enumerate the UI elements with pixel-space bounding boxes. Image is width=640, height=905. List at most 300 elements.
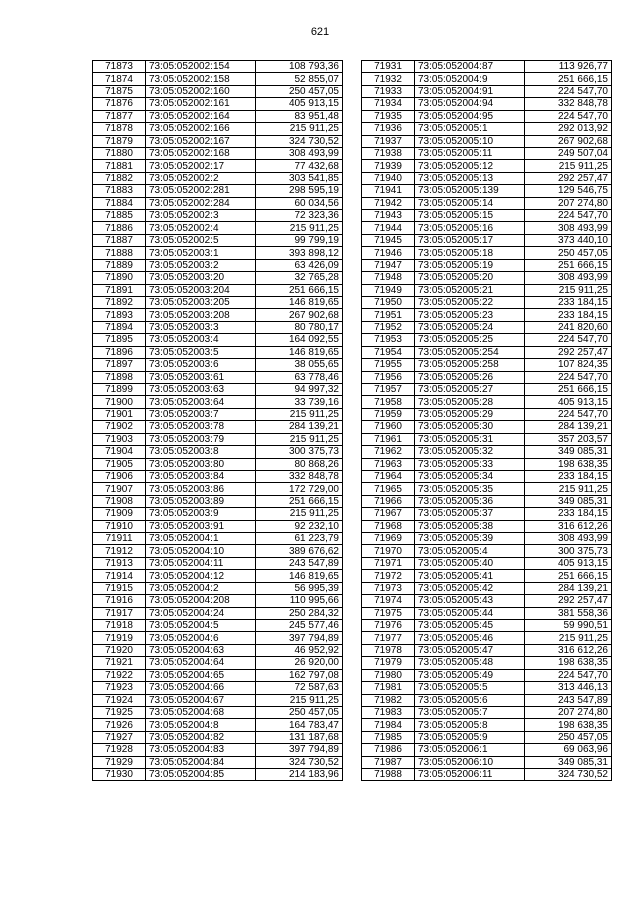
- table-row: [362, 644, 612, 656]
- table-row: [93, 595, 343, 607]
- table-row: [362, 309, 612, 321]
- row-number-cell: 71892: [93, 297, 146, 309]
- row-number-cell: 71950: [362, 297, 415, 309]
- cadastral-number-cell: 73:05:052005:254: [415, 346, 525, 358]
- row-number-cell: 71955: [362, 359, 415, 371]
- value-cell: 389 676,62: [256, 545, 343, 557]
- cadastral-number-cell: 73:05:052005:40: [415, 557, 525, 569]
- table-row: [362, 619, 612, 631]
- row-number-cell: 71948: [362, 272, 415, 284]
- value-cell: 215 911,25: [525, 284, 612, 296]
- cadastral-number-cell: 73:05:052003:80: [146, 458, 256, 470]
- cadastral-number-cell: 73:05:052003:8: [146, 446, 256, 458]
- value-cell: 284 139,21: [525, 582, 612, 594]
- table-row: [93, 421, 343, 433]
- cadastral-table-right: [361, 60, 612, 781]
- row-number-cell: 71923: [93, 682, 146, 694]
- value-cell: 267 902,68: [525, 135, 612, 147]
- table-row: [93, 309, 343, 321]
- row-number-cell: 71937: [362, 135, 415, 147]
- cadastral-number-cell: 73:05:052005:20: [415, 272, 525, 284]
- row-number-cell: 71947: [362, 259, 415, 271]
- cadastral-number-cell: 73:05:052004:83: [146, 744, 256, 756]
- table-row: [362, 234, 612, 246]
- value-cell: 224 547,70: [525, 85, 612, 97]
- value-cell: 324 730,52: [256, 135, 343, 147]
- cadastral-number-cell: 73:05:052005:1: [415, 123, 525, 135]
- cadastral-number-cell: 73:05:052002:164: [146, 110, 256, 122]
- row-number-cell: 71897: [93, 359, 146, 371]
- table-row: [93, 458, 343, 470]
- row-number-cell: 71979: [362, 657, 415, 669]
- table-row: [93, 657, 343, 669]
- cadastral-number-cell: 73:05:052003:91: [146, 520, 256, 532]
- cadastral-number-cell: 73:05:052005:139: [415, 185, 525, 197]
- row-number-cell: 71968: [362, 520, 415, 532]
- cadastral-number-cell: 73:05:052005:46: [415, 632, 525, 644]
- value-cell: 251 666,15: [256, 495, 343, 507]
- table-row: [362, 346, 612, 358]
- row-number-cell: 71956: [362, 371, 415, 383]
- row-number-cell: 71987: [362, 756, 415, 768]
- value-cell: 224 547,70: [525, 110, 612, 122]
- cadastral-number-cell: 73:05:052004:5: [146, 619, 256, 631]
- value-cell: 292 257,47: [525, 595, 612, 607]
- cadastral-number-cell: 73:05:052005:17: [415, 234, 525, 246]
- value-cell: 33 739,16: [256, 396, 343, 408]
- cadastral-number-cell: 73:05:052005:44: [415, 607, 525, 619]
- value-cell: 397 794,89: [256, 744, 343, 756]
- table-row: [93, 508, 343, 520]
- value-cell: 215 911,25: [525, 632, 612, 644]
- row-number-cell: 71961: [362, 433, 415, 445]
- table-row: [362, 632, 612, 644]
- cadastral-number-cell: 73:05:052005:12: [415, 160, 525, 172]
- cadastral-number-cell: 73:05:052005:22: [415, 297, 525, 309]
- table-row: [93, 73, 343, 85]
- table-row: [362, 706, 612, 718]
- table-row: [93, 61, 343, 73]
- row-number-cell: 71971: [362, 557, 415, 569]
- row-number-cell: 71982: [362, 694, 415, 706]
- table-row: [362, 495, 612, 507]
- value-cell: 249 507,04: [525, 147, 612, 159]
- row-number-cell: 71953: [362, 334, 415, 346]
- row-number-cell: 71933: [362, 85, 415, 97]
- table-row: [362, 421, 612, 433]
- row-number-cell: 71934: [362, 98, 415, 110]
- table-row: [93, 396, 343, 408]
- value-cell: 131 187,68: [256, 731, 343, 743]
- cadastral-number-cell: 73:05:052005:6: [415, 694, 525, 706]
- table-row: [362, 73, 612, 85]
- value-cell: 250 457,05: [256, 85, 343, 97]
- table-row: [362, 259, 612, 271]
- value-cell: 308 493,99: [525, 272, 612, 284]
- row-number-cell: 71918: [93, 619, 146, 631]
- cadastral-number-cell: 73:05:052002:166: [146, 123, 256, 135]
- cadastral-number-cell: 73:05:052003:9: [146, 508, 256, 520]
- table-row: [93, 557, 343, 569]
- cadastral-number-cell: 73:05:052005:16: [415, 222, 525, 234]
- row-number-cell: 71952: [362, 321, 415, 333]
- cadastral-number-cell: 73:05:052004:10: [146, 545, 256, 557]
- row-number-cell: 71893: [93, 309, 146, 321]
- row-number-cell: 71964: [362, 470, 415, 482]
- value-cell: 357 203,57: [525, 433, 612, 445]
- value-cell: 405 913,15: [525, 557, 612, 569]
- table-row: [362, 408, 612, 420]
- row-number-cell: 71965: [362, 483, 415, 495]
- row-number-cell: 71919: [93, 632, 146, 644]
- value-cell: 316 612,26: [525, 644, 612, 656]
- row-number-cell: 71877: [93, 110, 146, 122]
- value-cell: 324 730,52: [256, 756, 343, 768]
- table-row: [93, 359, 343, 371]
- row-number-cell: 71895: [93, 334, 146, 346]
- cadastral-number-cell: 73:05:052003:61: [146, 371, 256, 383]
- cadastral-number-cell: 73:05:052003:7: [146, 408, 256, 420]
- value-cell: 303 541,85: [256, 172, 343, 184]
- page-number: 621: [310, 26, 330, 38]
- table-row: [93, 520, 343, 532]
- cadastral-number-cell: 73:05:052002:158: [146, 73, 256, 85]
- table-row: [362, 744, 612, 756]
- value-cell: 107 824,35: [525, 359, 612, 371]
- value-cell: 99 799,19: [256, 234, 343, 246]
- value-cell: 381 558,36: [525, 607, 612, 619]
- table-row: [362, 135, 612, 147]
- row-number-cell: 71945: [362, 234, 415, 246]
- table-row: [362, 321, 612, 333]
- cadastral-number-cell: 73:05:052003:6: [146, 359, 256, 371]
- cadastral-number-cell: 73:05:052005:25: [415, 334, 525, 346]
- value-cell: 233 184,15: [525, 309, 612, 321]
- value-cell: 300 375,73: [525, 545, 612, 557]
- value-cell: 224 547,70: [525, 408, 612, 420]
- cadastral-number-cell: 73:05:052005:35: [415, 483, 525, 495]
- row-number-cell: 71907: [93, 483, 146, 495]
- table-row: [362, 595, 612, 607]
- value-cell: 251 666,15: [256, 284, 343, 296]
- row-number-cell: 71943: [362, 210, 415, 222]
- cadastral-number-cell: 73:05:052003:205: [146, 297, 256, 309]
- row-number-cell: 71881: [93, 160, 146, 172]
- value-cell: 162 797,08: [256, 669, 343, 681]
- table-row: [362, 682, 612, 694]
- value-cell: 215 911,25: [256, 694, 343, 706]
- table-row: [93, 197, 343, 209]
- cadastral-number-cell: 73:05:052004:12: [146, 570, 256, 582]
- row-number-cell: 71958: [362, 396, 415, 408]
- table-row: [362, 470, 612, 482]
- table-row: [93, 731, 343, 743]
- table-row: [362, 210, 612, 222]
- table-row: [93, 706, 343, 718]
- row-number-cell: 71940: [362, 172, 415, 184]
- row-number-cell: 71978: [362, 644, 415, 656]
- value-cell: 251 666,15: [525, 73, 612, 85]
- cadastral-number-cell: 73:05:052005:28: [415, 396, 525, 408]
- table-row: [362, 520, 612, 532]
- row-number-cell: 71883: [93, 185, 146, 197]
- cadastral-table-left: [92, 60, 343, 781]
- row-number-cell: 71891: [93, 284, 146, 296]
- table-row: [362, 185, 612, 197]
- row-number-cell: 71983: [362, 706, 415, 718]
- row-number-cell: 71905: [93, 458, 146, 470]
- table-row: [93, 334, 343, 346]
- cadastral-number-cell: 73:05:052006:10: [415, 756, 525, 768]
- value-cell: 298 595,19: [256, 185, 343, 197]
- cadastral-number-cell: 73:05:052005:26: [415, 371, 525, 383]
- table-row: [93, 371, 343, 383]
- row-number-cell: 71876: [93, 98, 146, 110]
- cadastral-number-cell: 73:05:052005:4: [415, 545, 525, 557]
- value-cell: 397 794,89: [256, 632, 343, 644]
- value-cell: 198 638,35: [525, 719, 612, 731]
- table-row: [362, 110, 612, 122]
- value-cell: 349 085,31: [525, 446, 612, 458]
- cadastral-number-cell: 73:05:052003:4: [146, 334, 256, 346]
- cadastral-number-cell: 73:05:052005:41: [415, 570, 525, 582]
- value-cell: 146 819,65: [256, 297, 343, 309]
- value-cell: 300 375,73: [256, 446, 343, 458]
- table-row: [362, 458, 612, 470]
- table-row: [93, 619, 343, 631]
- table-row: [362, 756, 612, 768]
- row-number-cell: 71922: [93, 669, 146, 681]
- row-number-cell: 71913: [93, 557, 146, 569]
- table-row: [93, 185, 343, 197]
- table-row: [362, 582, 612, 594]
- table-row: [93, 632, 343, 644]
- table-row: [93, 669, 343, 681]
- value-cell: 63 778,46: [256, 371, 343, 383]
- value-cell: 393 898,12: [256, 247, 343, 259]
- table-row: [93, 582, 343, 594]
- table-row: [362, 483, 612, 495]
- row-number-cell: 71986: [362, 744, 415, 756]
- cadastral-number-cell: 73:05:052005:11: [415, 147, 525, 159]
- table-row: [362, 607, 612, 619]
- value-cell: 250 284,32: [256, 607, 343, 619]
- table-row: [362, 85, 612, 97]
- row-number-cell: 71879: [93, 135, 146, 147]
- row-number-cell: 71911: [93, 533, 146, 545]
- table-row: [93, 744, 343, 756]
- row-number-cell: 71889: [93, 259, 146, 271]
- row-number-cell: 71916: [93, 595, 146, 607]
- value-cell: 250 457,05: [525, 731, 612, 743]
- value-cell: 52 855,07: [256, 73, 343, 85]
- value-cell: 164 783,47: [256, 719, 343, 731]
- value-cell: 83 951,48: [256, 110, 343, 122]
- cadastral-number-cell: 73:05:052003:1: [146, 247, 256, 259]
- cadastral-number-cell: 73:05:052005:32: [415, 446, 525, 458]
- value-cell: 243 547,89: [256, 557, 343, 569]
- table-row: [93, 545, 343, 557]
- row-number-cell: 71899: [93, 383, 146, 395]
- value-cell: 251 666,15: [525, 383, 612, 395]
- row-number-cell: 71967: [362, 508, 415, 520]
- cadastral-number-cell: 73:05:052002:17: [146, 160, 256, 172]
- cadastral-number-cell: 73:05:052005:19: [415, 259, 525, 271]
- table-row: [93, 470, 343, 482]
- cadastral-number-cell: 73:05:052002:5: [146, 234, 256, 246]
- cadastral-number-cell: 73:05:052004:208: [146, 595, 256, 607]
- row-number-cell: 71936: [362, 123, 415, 135]
- row-number-cell: 71973: [362, 582, 415, 594]
- value-cell: 233 184,15: [525, 297, 612, 309]
- row-number-cell: 71985: [362, 731, 415, 743]
- table-row: [362, 222, 612, 234]
- table-row: [362, 694, 612, 706]
- table-row: [362, 98, 612, 110]
- value-cell: 146 819,65: [256, 346, 343, 358]
- table-row: [93, 346, 343, 358]
- cadastral-number-cell: 73:05:052006:1: [415, 744, 525, 756]
- row-number-cell: 71929: [93, 756, 146, 768]
- cadastral-number-cell: 73:05:052002:2: [146, 172, 256, 184]
- value-cell: 405 913,15: [525, 396, 612, 408]
- cadastral-number-cell: 73:05:052003:208: [146, 309, 256, 321]
- cadastral-number-cell: 73:05:052004:1: [146, 533, 256, 545]
- row-number-cell: 71878: [93, 123, 146, 135]
- row-number-cell: 71980: [362, 669, 415, 681]
- cadastral-number-cell: 73:05:052005:36: [415, 495, 525, 507]
- row-number-cell: 71972: [362, 570, 415, 582]
- cadastral-number-cell: 73:05:052004:91: [415, 85, 525, 97]
- row-number-cell: 71944: [362, 222, 415, 234]
- cadastral-number-cell: 73:05:052002:161: [146, 98, 256, 110]
- table-row: [362, 123, 612, 135]
- value-cell: 26 920,00: [256, 657, 343, 669]
- cadastral-number-cell: 73:05:052004:84: [146, 756, 256, 768]
- value-cell: 245 577,46: [256, 619, 343, 631]
- value-cell: 198 638,35: [525, 458, 612, 470]
- cadastral-number-cell: 73:05:052002:4: [146, 222, 256, 234]
- row-number-cell: 71969: [362, 533, 415, 545]
- table-row: [93, 756, 343, 768]
- row-number-cell: 71875: [93, 85, 146, 97]
- row-number-cell: 71921: [93, 657, 146, 669]
- row-number-cell: 71930: [93, 769, 146, 781]
- cadastral-number-cell: 73:05:052005:31: [415, 433, 525, 445]
- row-number-cell: 71951: [362, 309, 415, 321]
- cadastral-number-cell: 73:05:052005:42: [415, 582, 525, 594]
- cadastral-number-cell: 73:05:052004:2: [146, 582, 256, 594]
- row-number-cell: 71880: [93, 147, 146, 159]
- value-cell: 215 911,25: [256, 508, 343, 520]
- row-number-cell: 71914: [93, 570, 146, 582]
- cadastral-number-cell: 73:05:052002:3: [146, 210, 256, 222]
- table-row: [93, 607, 343, 619]
- row-number-cell: 71903: [93, 433, 146, 445]
- value-cell: 129 546,75: [525, 185, 612, 197]
- value-cell: 164 092,55: [256, 334, 343, 346]
- cadastral-number-cell: 73:05:052005:47: [415, 644, 525, 656]
- value-cell: 324 730,52: [525, 769, 612, 781]
- cadastral-number-cell: 73:05:052004:65: [146, 669, 256, 681]
- row-number-cell: 71935: [362, 110, 415, 122]
- value-cell: 215 911,25: [256, 408, 343, 420]
- table-row: [93, 383, 343, 395]
- row-number-cell: 71941: [362, 185, 415, 197]
- row-number-cell: 71988: [362, 769, 415, 781]
- value-cell: 172 729,00: [256, 483, 343, 495]
- row-number-cell: 71925: [93, 706, 146, 718]
- value-cell: 292 257,47: [525, 346, 612, 358]
- row-number-cell: 71906: [93, 470, 146, 482]
- table-row: [93, 147, 343, 159]
- value-cell: 72 323,36: [256, 210, 343, 222]
- row-number-cell: 71928: [93, 744, 146, 756]
- row-number-cell: 71874: [93, 73, 146, 85]
- row-number-cell: 71962: [362, 446, 415, 458]
- cadastral-number-cell: 73:05:052003:2: [146, 259, 256, 271]
- table-row: [93, 135, 343, 147]
- value-cell: 72 587,63: [256, 682, 343, 694]
- row-number-cell: 71963: [362, 458, 415, 470]
- row-number-cell: 71946: [362, 247, 415, 259]
- row-number-cell: 71975: [362, 607, 415, 619]
- value-cell: 113 926,77: [525, 61, 612, 73]
- cadastral-number-cell: 73:05:052004:63: [146, 644, 256, 656]
- value-cell: 60 034,56: [256, 197, 343, 209]
- cadastral-number-cell: 73:05:052004:9: [415, 73, 525, 85]
- table-row: [362, 446, 612, 458]
- table-row: [93, 533, 343, 545]
- cadastral-number-cell: 73:05:052005:10: [415, 135, 525, 147]
- table-row: [93, 172, 343, 184]
- table-row: [362, 147, 612, 159]
- cadastral-number-cell: 73:05:052003:5: [146, 346, 256, 358]
- cadastral-number-cell: 73:05:052002:167: [146, 135, 256, 147]
- value-cell: 224 547,70: [525, 371, 612, 383]
- table-row: [93, 769, 343, 781]
- table-row: [93, 570, 343, 582]
- table-row: [362, 719, 612, 731]
- row-number-cell: 71888: [93, 247, 146, 259]
- value-cell: 94 997,32: [256, 383, 343, 395]
- row-number-cell: 71902: [93, 421, 146, 433]
- table-row: [362, 731, 612, 743]
- value-cell: 61 223,79: [256, 533, 343, 545]
- value-cell: 313 446,13: [525, 682, 612, 694]
- table-row: [362, 284, 612, 296]
- cadastral-number-cell: 73:05:052002:160: [146, 85, 256, 97]
- table-row: [93, 160, 343, 172]
- cadastral-number-cell: 73:05:052005:13: [415, 172, 525, 184]
- table-row: [362, 508, 612, 520]
- value-cell: 308 493,99: [525, 222, 612, 234]
- table-row: [93, 483, 343, 495]
- cadastral-number-cell: 73:05:052005:9: [415, 731, 525, 743]
- table-row: [93, 297, 343, 309]
- cadastral-number-cell: 73:05:052005:7: [415, 706, 525, 718]
- cadastral-number-cell: 73:05:052004:68: [146, 706, 256, 718]
- cadastral-number-cell: 73:05:052003:63: [146, 383, 256, 395]
- table-row: [362, 272, 612, 284]
- cadastral-number-cell: 73:05:052005:45: [415, 619, 525, 631]
- cadastral-number-cell: 73:05:052005:14: [415, 197, 525, 209]
- cadastral-number-cell: 73:05:052002:168: [146, 147, 256, 159]
- value-cell: 80 780,17: [256, 321, 343, 333]
- row-number-cell: 71896: [93, 346, 146, 358]
- value-cell: 292 257,47: [525, 172, 612, 184]
- cadastral-number-cell: 73:05:052004:24: [146, 607, 256, 619]
